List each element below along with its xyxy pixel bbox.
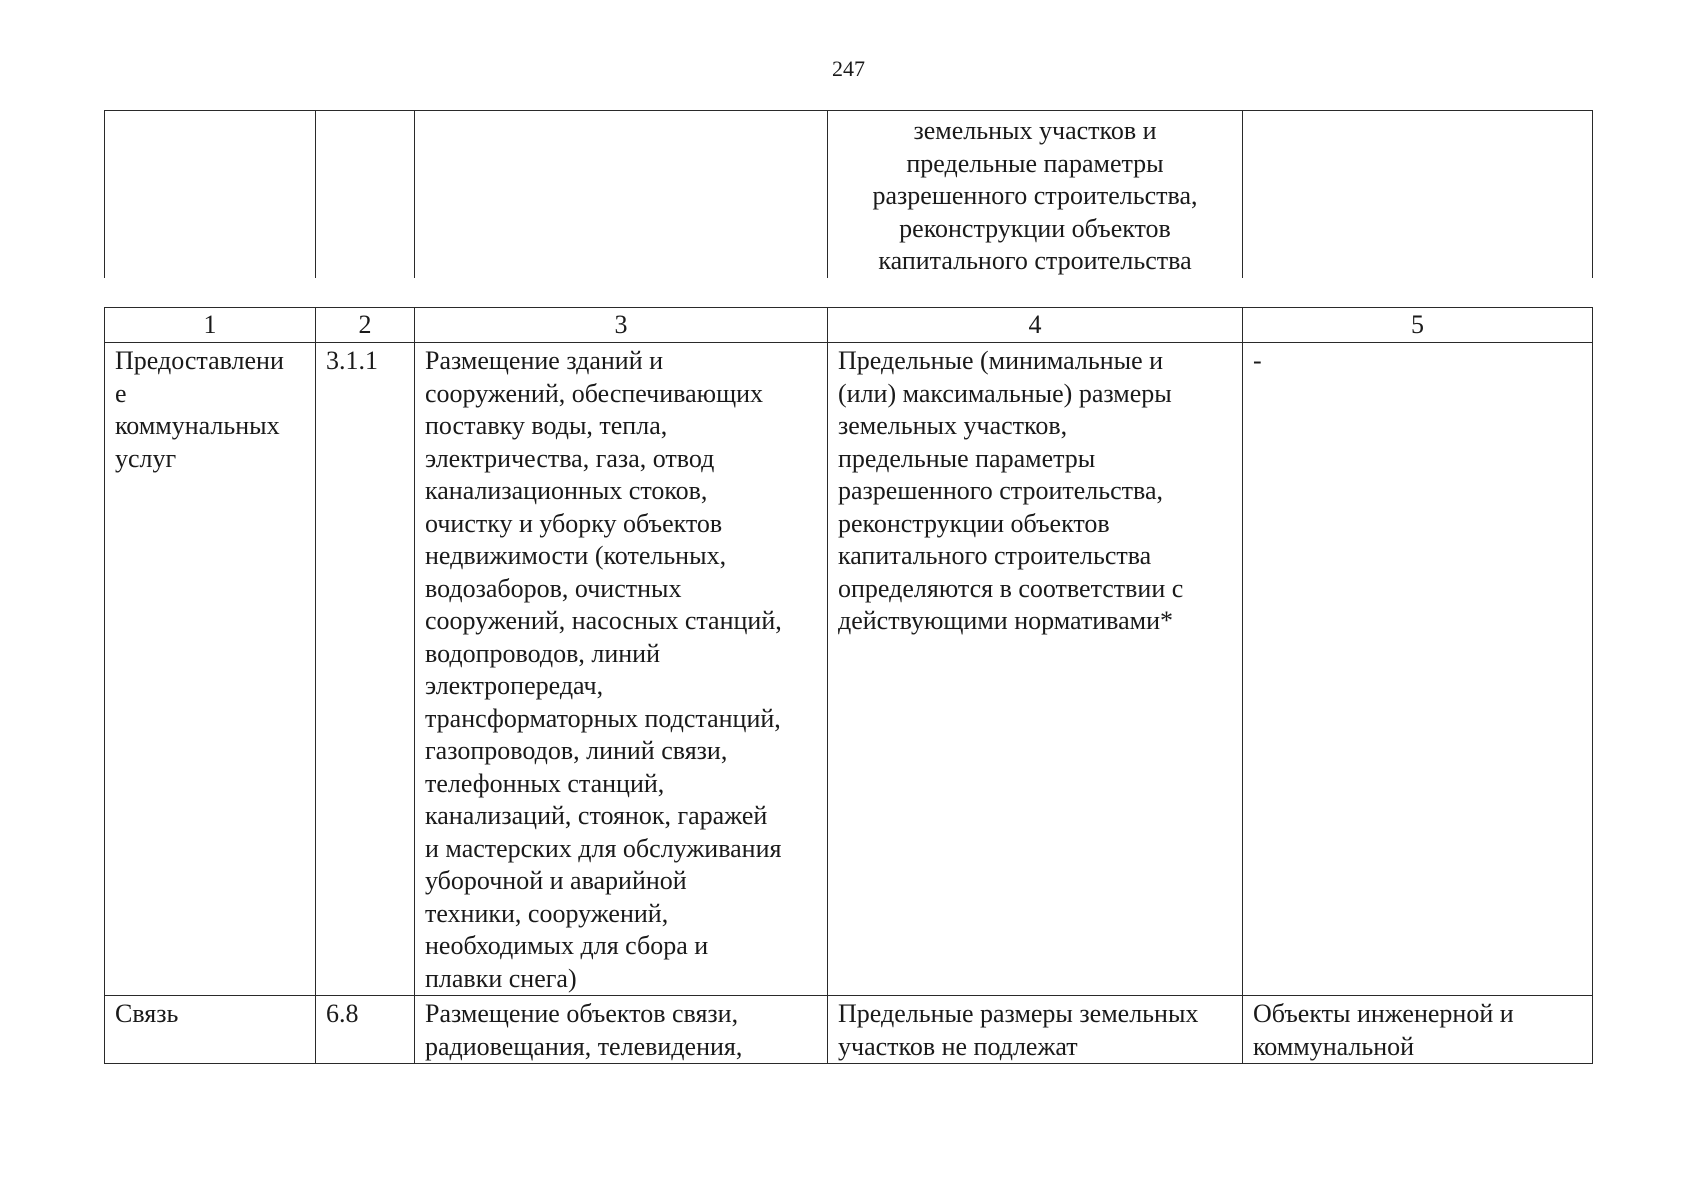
parameters-cell: Предельные размеры земельных участков не подлежат bbox=[828, 996, 1243, 1064]
description-cell: Размещение зданий и сооружений, обеспечивающих поставку воды, тепла, электричества, газа, отвод канализационных стоков, очистку и уборку объектов недвижимости (котельных, водозаборов, очистных сооружений, насосных станций, водопроводов, линий электропередач, трансформаторных подстанций, газопроводов, линий связи, телефонных станций, канализаций, стоянок, гаражей и мастерских для обслуживания уборочной и аварийной техники, сооружений, необходимых для сбора и плавки снега) bbox=[415, 343, 828, 996]
description-cell: Размещение объектов связи, радиовещания, телевидения, bbox=[415, 996, 828, 1064]
land-use-code-cell: 6.8 bbox=[316, 996, 415, 1064]
continuation-row bbox=[105, 111, 1593, 279]
header-cell-1: 1 bbox=[105, 308, 316, 343]
continuation-cell-4: земельных участков и предельные параметры разрешенного строительства, реконструкции объектов капитального строительства bbox=[828, 111, 1243, 279]
continuation-table bbox=[104, 110, 1593, 278]
header-cell-2: 2 bbox=[316, 308, 415, 343]
restrictions-cell: Объекты инженерной и коммунальной bbox=[1243, 996, 1593, 1064]
continuation-cell-3 bbox=[415, 111, 828, 279]
land-use-code-cell: 3.1.1 bbox=[316, 343, 415, 996]
header-cell-4: 4 bbox=[828, 308, 1243, 343]
page-number: 247 bbox=[832, 56, 865, 81]
header-cell-5: 5 bbox=[1243, 308, 1593, 343]
header-cell-3: 3 bbox=[415, 308, 828, 343]
table-row bbox=[105, 343, 1593, 996]
restrictions-cell: - bbox=[1243, 343, 1593, 996]
header-row bbox=[105, 308, 1593, 343]
table-row bbox=[105, 996, 1593, 1064]
land-use-name-cell: Предоставлени е коммунальных услуг bbox=[105, 343, 316, 996]
continuation-cell-2 bbox=[316, 111, 415, 279]
main-table bbox=[104, 307, 1593, 1064]
continuation-cell-5 bbox=[1243, 111, 1593, 279]
land-use-name-cell: Связь bbox=[105, 996, 316, 1064]
parameters-cell: Предельные (минимальные и (или) максимальные) размеры земельных участков, предельные параметры разрешенного строительства, реконструкции объектов капитального строительства определяются в соответствии с действующими нормативами* bbox=[828, 343, 1243, 996]
continuation-cell-1 bbox=[105, 111, 316, 279]
